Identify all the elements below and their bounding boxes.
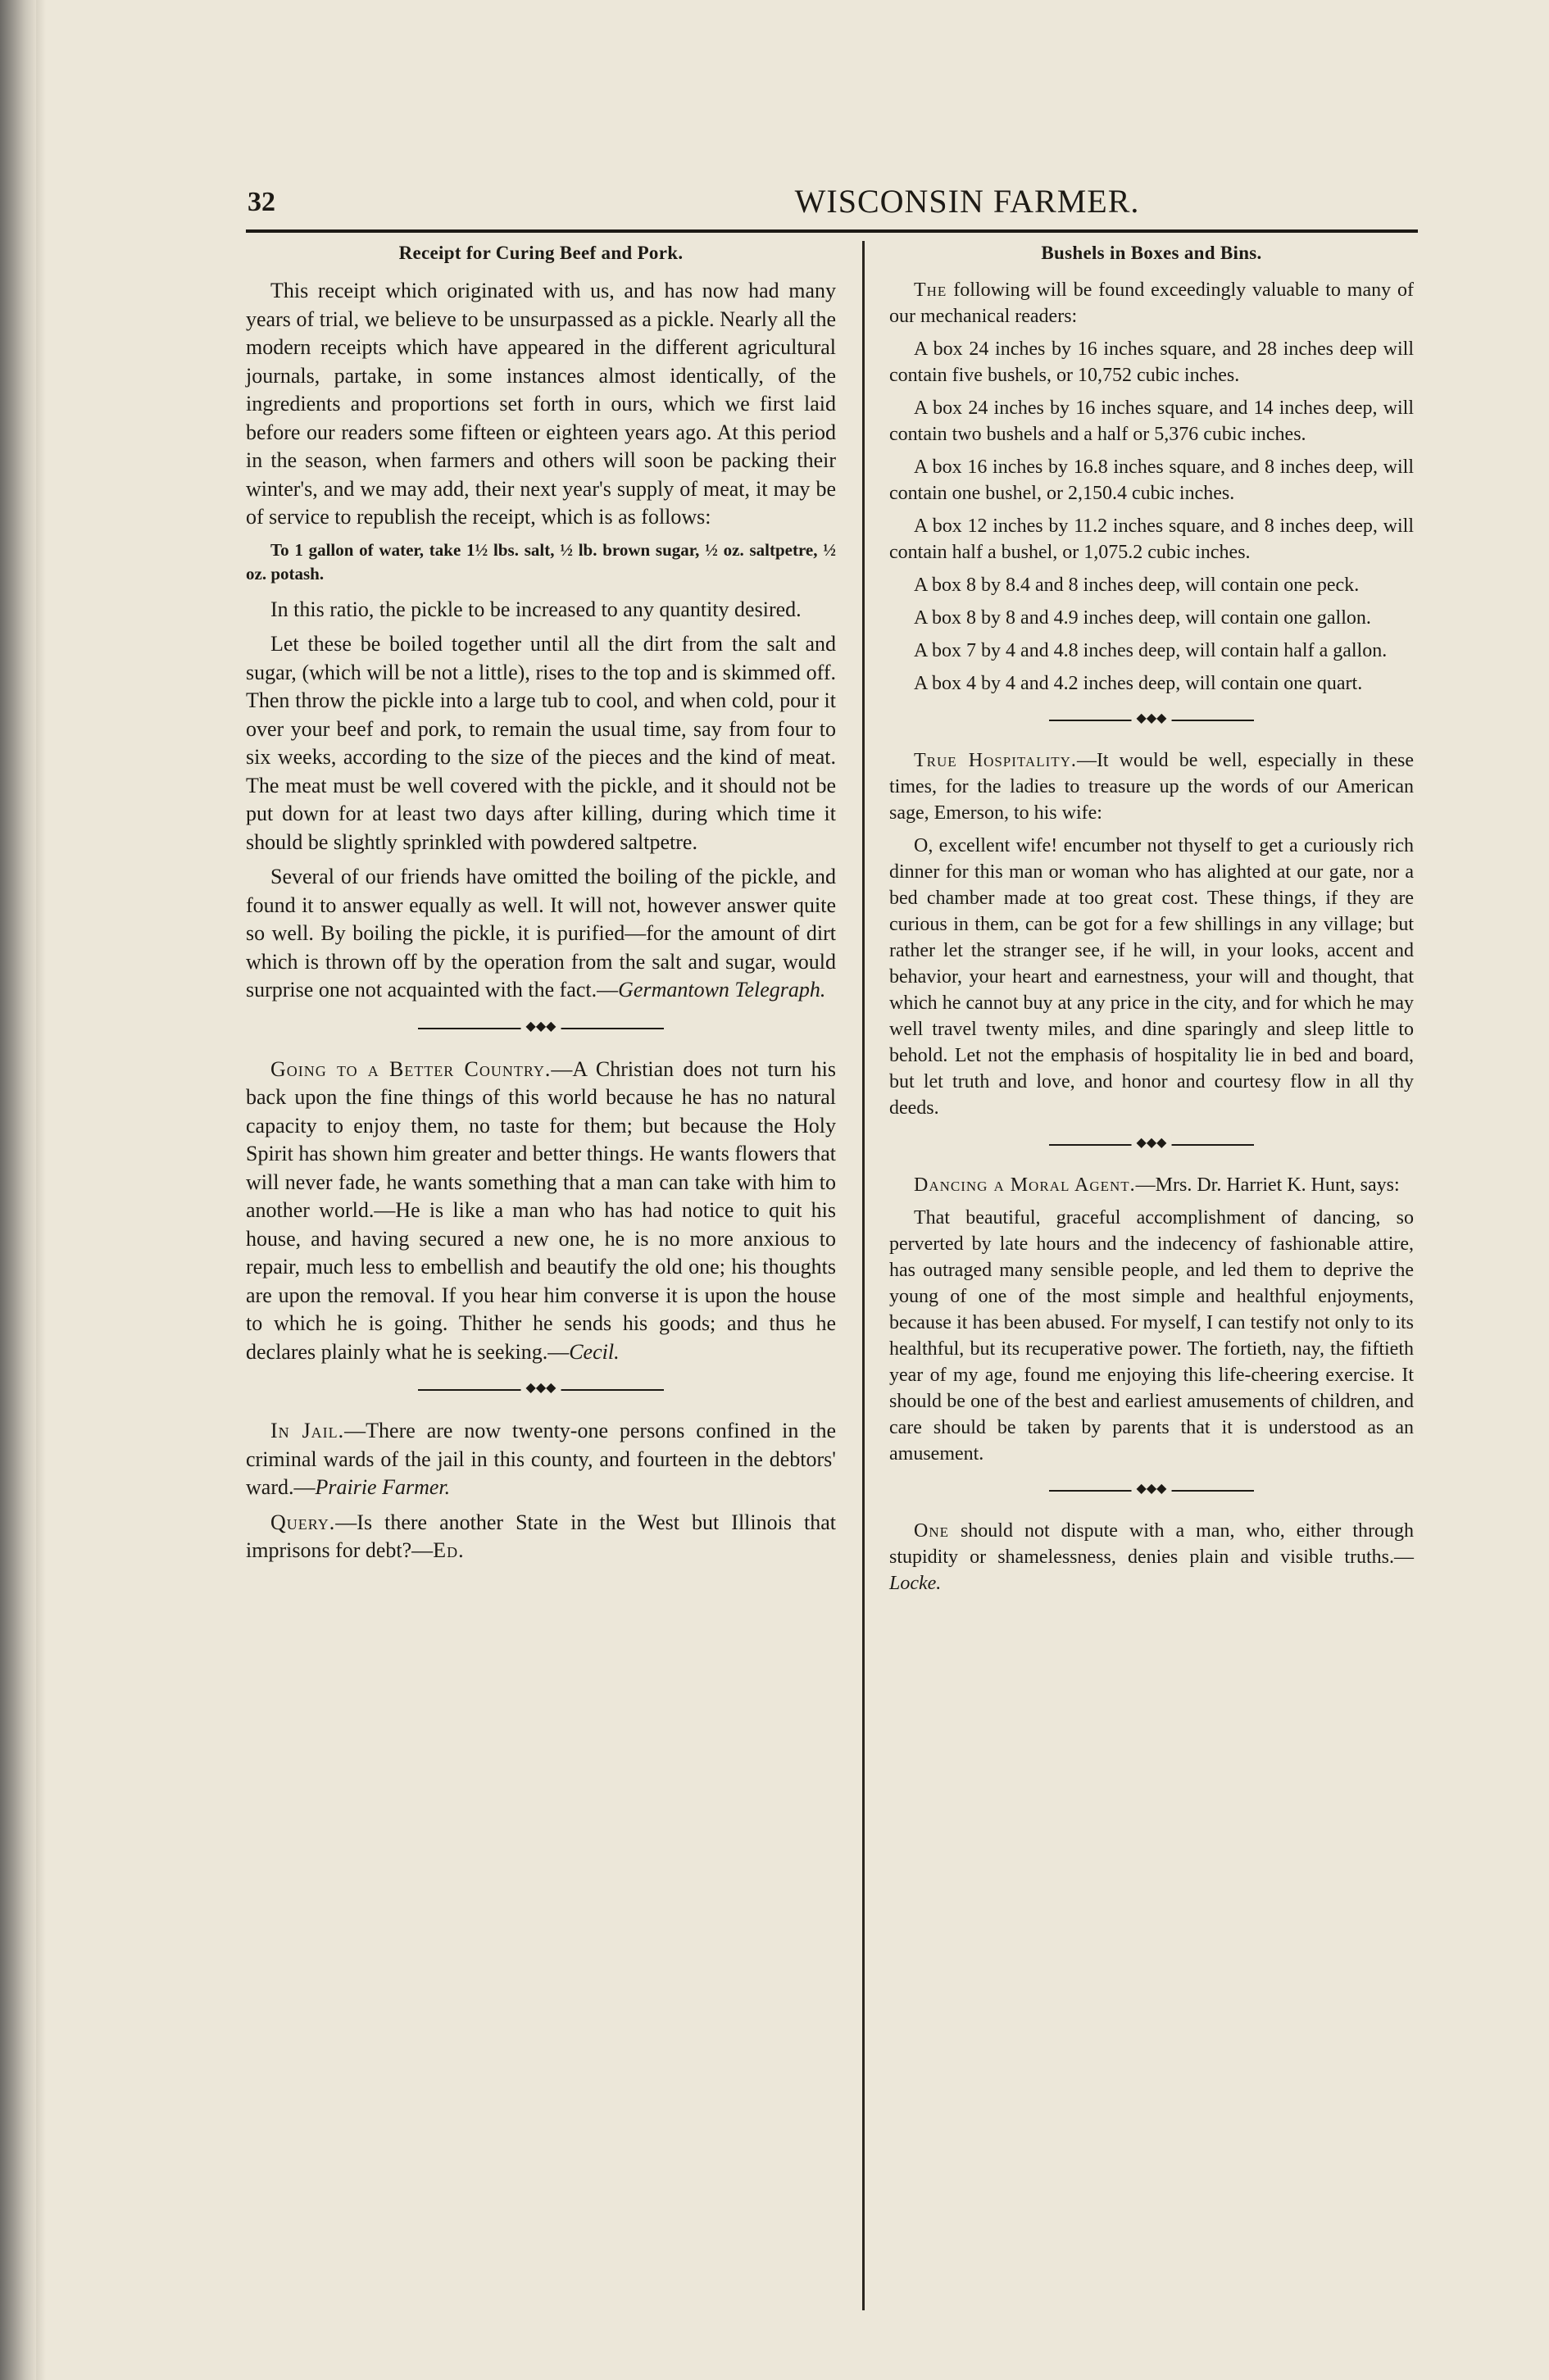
list-item: A box 16 inches by 16.8 inches square, and 8 inches deep, will contain one bushel, or 2,150.4 cubic inches. <box>889 456 1414 504</box>
article-lead: One <box>914 1520 949 1542</box>
left-column <box>246 243 836 1572</box>
paragraph <box>246 863 836 1005</box>
paragraph-text: —It would be well, especially in these times, for the ladies to treasure up the words of our American sage, Emerson, to his wife: <box>889 750 1414 824</box>
paragraph-text: —There are now twenty-one persons confined in the criminal wards of the jail in this county, and fourteen in the debtors' ward.— <box>246 1419 836 1499</box>
list-item: A box 24 inches by 16 inches square, and 28 inches deep will contain five bushels, or 10,752 cubic inches. <box>889 338 1414 386</box>
article-title: Receipt for Curing Beef and Pork. <box>398 243 684 263</box>
article-lead: True Hospitality. <box>914 750 1077 771</box>
article-bushels-boxes <box>889 243 1414 697</box>
header-rule <box>246 229 1418 233</box>
paragraph <box>246 1417 836 1502</box>
list-item: A box 8 by 8.4 and 8 inches deep, will contain one peck. <box>914 575 1360 596</box>
page-header <box>246 182 1418 223</box>
article-title: Bushels in Boxes and Bins. <box>1041 243 1262 263</box>
paragraph <box>889 1518 1414 1597</box>
source-attribution: Locke. <box>889 1573 942 1594</box>
article-lead: Query. <box>270 1510 336 1534</box>
diamond-ornament-icon: ◆◆◆ <box>1132 710 1172 728</box>
quotation: That beautiful, graceful accomplishment of dancing, so perverted by late hours and the indecency of fashionable attire, has outraged many sensible people, and led them to deprive the young of one of the most simple and healthful enjoyments, because it has been abused. For myself, I can testify not only to its healthful, but its recuperative power. The fortieth, nay, the fiftieth year of my age, found me enjoying this life-cheering exercise. It should be one of the best and earliest amusements of children, and care should be taken by parents that it is understood as an amusement. <box>889 1207 1414 1465</box>
column-divider <box>862 241 865 2310</box>
article-better-country <box>246 1056 836 1367</box>
article-in-jail <box>246 1417 836 1565</box>
page-number: 32 <box>248 187 275 217</box>
paragraph <box>889 277 1414 329</box>
recipe-line: To 1 gallon of water, take 1½ lbs. salt, ½ lb. brown sugar, ½ oz. saltpetre, ½ oz. potash. <box>246 539 836 584</box>
paragraph: Let these be boiled together until all the dirt from the salt and sugar, (which will be not a little), rises to the top and is skimmed off. Then throw the pickle into a large tub to cool, and when cold, pour it over your beef and pork, to remain the usual time, say from four to six weeks, according to the size of the pieces and the kind of meat. The meat must be well covered with the pickle, and it should not be put down for at least two days after killing, during which time it should be slightly sprinkled with powdered saltpetre. <box>246 632 836 854</box>
paragraph-text: —A Christian does not turn his back upon the fine things of this world because he has no natural capacity to enjoy them, no taste for them; but because the Holy Spirit has shown him greater and better things. He wants flowers that will never fade, he wants something that a man can take with him to another world.—He is like a man who has had notice to quit his house, and having secured a new one, he is no more anxious to repair, much less to embellish and beautify the old one; his thoughts are upon the removal. If you hear him converse it is upon the house to which he is going. Thither he sends his goods; and thus he declares plainly what he is seeking.— <box>246 1056 836 1364</box>
paragraph-text: should not dispute with a man, who, either through stupidity or shamelessness, denies plain and visible truths.— <box>889 1520 1414 1568</box>
paragraph: In this ratio, the pickle to be increased to any quantity desired. <box>270 597 802 621</box>
masthead: WISCONSIN FARMER. <box>794 183 1140 220</box>
list-item: A box 4 by 4 and 4.2 inches deep, will contain one quart. <box>914 673 1363 694</box>
article-curing-beef-pork <box>246 243 836 1005</box>
ornamental-separator <box>418 1021 664 1036</box>
ornamental-separator <box>1049 1483 1254 1498</box>
article-lead: In Jail. <box>270 1419 345 1442</box>
diamond-ornament-icon: ◆◆◆ <box>521 1379 561 1397</box>
article-lead: Going to a Better Country. <box>270 1056 552 1081</box>
article-lead: The <box>914 279 947 301</box>
paragraph-text: —Mrs. Dr. Harriet K. Hunt, says: <box>1135 1174 1400 1196</box>
article-locke-quote <box>889 1518 1414 1597</box>
source-attribution: Cecil. <box>569 1339 620 1364</box>
ornamental-separator <box>418 1383 664 1397</box>
paragraph: This receipt which originated with us, and has now had many years of trial, we believe to be unsurpassed as a pickle. Nearly all the modern receipts which have appeared in the different agricultural journals, partake, in some instances almost identically, of the ingredients and proportions set forth in ours, which we first laid before our readers some fifteen or eighteen years ago. At this period in the season, when farmers and others will soon be packing their winter's, and we may add, their next year's supply of meat, it may be of service to republish the receipt, which is as follows: <box>246 279 836 529</box>
binding-shadow <box>36 0 46 2380</box>
editor-signature: Ed. <box>433 1538 465 1562</box>
list-item: A box 12 inches by 11.2 inches square, and 8 inches deep, will contain half a bushel, or 1,075.2 cubic inches. <box>889 516 1414 563</box>
diamond-ornament-icon: ◆◆◆ <box>521 1018 561 1036</box>
paragraph-text: —Is there another State in the West but Illinois that imprisons for debt?— <box>246 1510 836 1562</box>
quotation: O, excellent wife! encumber not thyself to get a curiously rich dinner for this man or woman who has alighted at our gate, nor a bed chamber made at too great cost. These things, if they are curious in them, can be got for a few shillings in any village; but rather let the stranger see, if he will, in your looks, accent and behavior, your heart and earnestness, your will and thought, that which he cannot buy at any price in the city, and for which he may well travel twenty miles, and dine sparingly and sleep little to behold. Let not the emphasis of hospitality lie in bed and board, but let truth and love, and honor and courtesy flow in all thy deeds. <box>889 835 1414 1119</box>
article-lead: Dancing a Moral Agent. <box>914 1174 1136 1196</box>
source-attribution: Prairie Farmer. <box>315 1475 451 1499</box>
list-item: A box 7 by 4 and 4.8 inches deep, will contain half a gallon. <box>914 640 1388 661</box>
list-item: A box 8 by 8 and 4.9 inches deep, will contain one gallon. <box>914 607 1371 629</box>
ornamental-separator <box>1049 713 1254 728</box>
list-item: A box 24 inches by 16 inches square, and 14 inches deep, will contain two bushels and a half or 5,376 cubic inches. <box>889 397 1414 445</box>
paragraph <box>889 747 1414 826</box>
right-column <box>889 243 1414 1603</box>
paragraph <box>889 1172 1414 1198</box>
book-binding-edge <box>0 0 36 2380</box>
paragraph <box>246 1509 836 1565</box>
source-attribution: Germantown Telegraph. <box>618 978 826 1002</box>
diamond-ornament-icon: ◆◆◆ <box>1132 1480 1172 1498</box>
paragraph-text: following will be found exceedingly valuable to many of our mechanical readers: <box>889 279 1414 327</box>
article-dancing-moral-agent <box>889 1172 1414 1467</box>
diamond-ornament-icon: ◆◆◆ <box>1132 1134 1172 1152</box>
paragraph <box>246 1056 836 1367</box>
article-true-hospitality <box>889 747 1414 1121</box>
newspaper-page <box>246 164 1418 2328</box>
paragraph-text: Several of our friends have omitted the boiling of the pickle, and found it to answer equally as well. It will not, however answer quite so well. By boiling the pickle, it is purified—for the amount of dirt which is thrown off by the operation from the salt and sugar, would surprise one not acquainted with the fact.— <box>246 865 836 1002</box>
ornamental-separator <box>1049 1138 1254 1152</box>
